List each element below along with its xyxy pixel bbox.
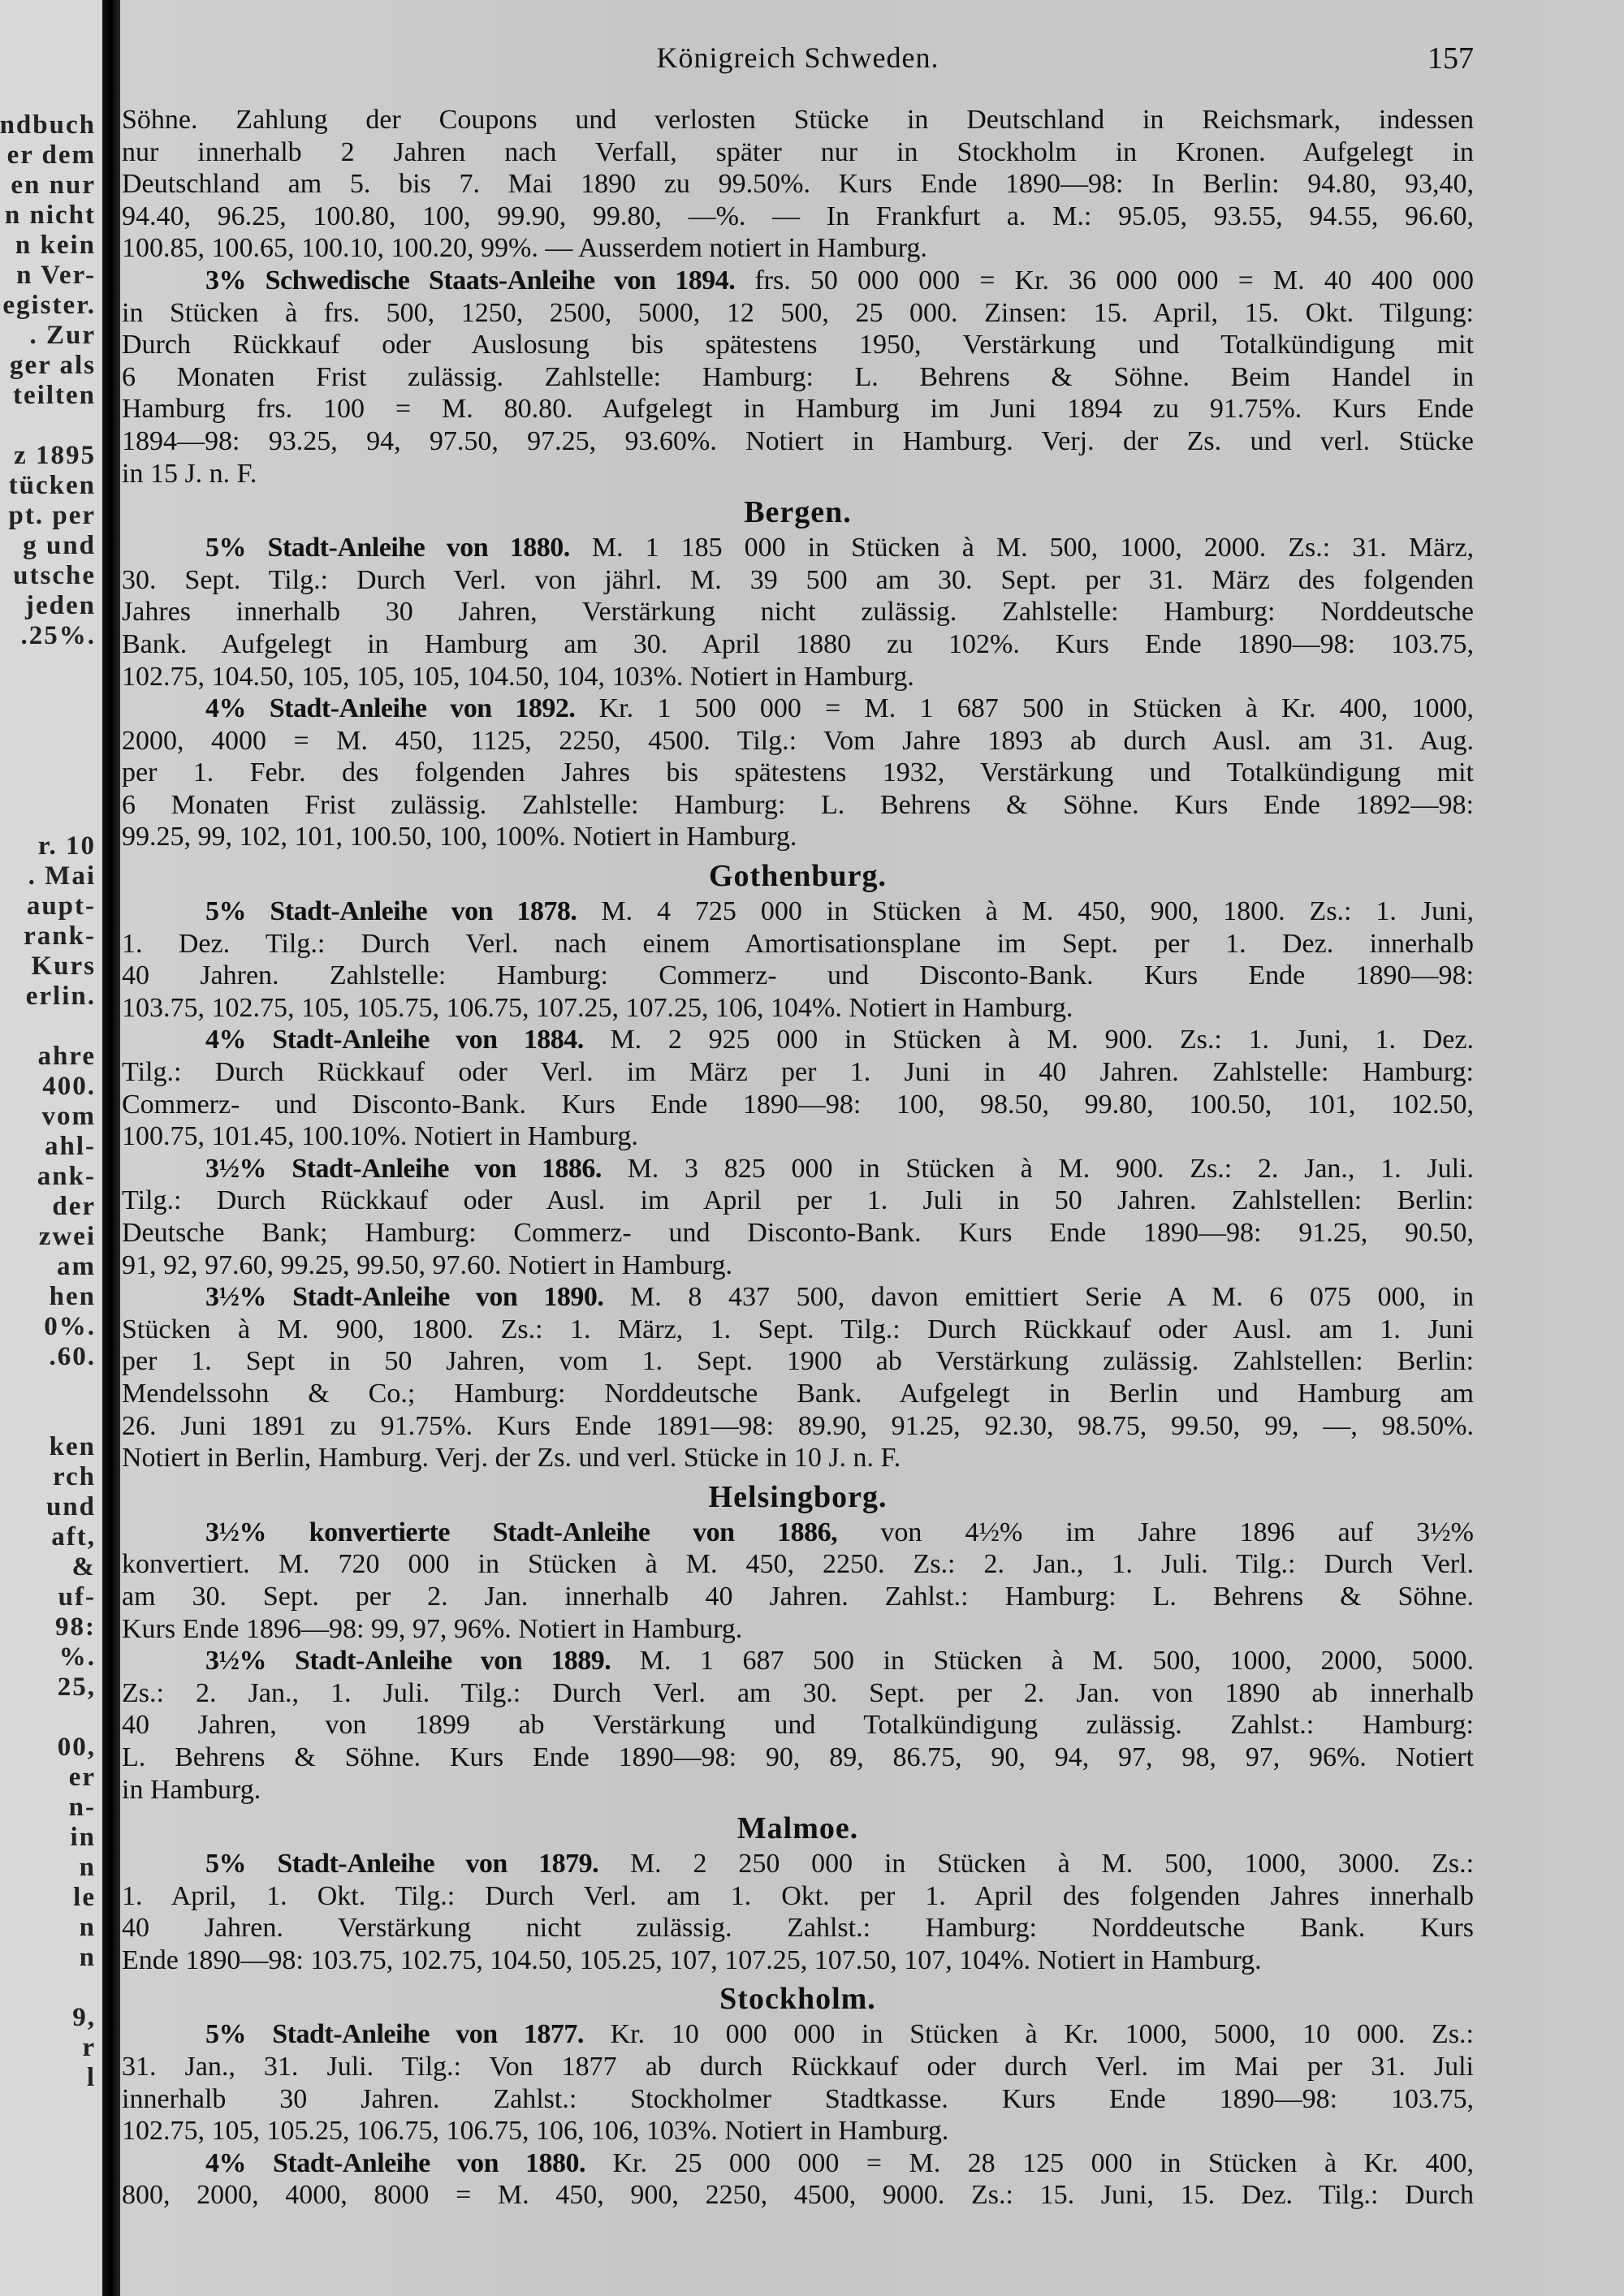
line-text: 102.75, 105, 105.25, 106.75, 106.75, 106, 106, 103%. Notiert in Hamburg. [122,2116,949,2147]
text-line [122,1912,1474,1944]
section [122,1983,1474,2212]
text-line [122,757,1474,789]
text-line [122,1056,1474,1089]
bond-entry [122,532,1474,693]
section [122,1481,1474,1806]
text-line [122,1880,1474,1913]
margin-fragment: .25%. [20,621,96,650]
text-line [122,789,1474,822]
text-line [122,661,1474,693]
line-text: 40 Jahren. Verstärkung nicht zulässig. Zahlst.: Hamburg: Norddeutsche Bank. Kurs [122,1913,1474,1944]
entry-title: 3% Schwedische Staats-Anleihe von 1894. [205,265,736,296]
text-line [122,1548,1474,1581]
text-line [122,168,1474,201]
text-line [122,1645,1474,1677]
margin-fragment: n kein [15,231,96,260]
text-line [122,265,1474,297]
running-title: Königreich Schweden. [656,41,939,74]
line-text: innerhalb 30 Jahren. Zahlst.: Stockholmer Stadtkasse. Kurs Ende 1890—98: 103.75, [122,2083,1474,2114]
text-line [122,1249,1474,1282]
margin-fragment: jeden [25,591,96,620]
text-line [122,992,1474,1025]
margin-fragment: r. 10 [37,831,96,861]
line-text: 100.85, 100.65, 100.10, 100.20, 99%. — Ausserdem notiert in Hamburg. [122,233,927,264]
line-text: in 15 J. n. F. [122,458,257,489]
margin-fragment: . Mai [28,861,96,891]
text-line [122,896,1474,928]
line-text: frs. 50 000 000 = Kr. 36 000 000 = M. 40 400 000 [754,265,1474,296]
text-line [122,1410,1474,1443]
bond-entry [122,896,1474,1024]
line-text: Tilg.: Durch Rückkauf oder Ausl. im April per 1. Juli in 50 Jahren. Zahlstellen: Berlin: [122,1185,1474,1216]
text-line [122,2083,1474,2116]
line-text: Kr. 1 500 000 = M. 1 687 500 in Stücken à Kr. 400, 1000, [598,693,1474,724]
entry-title: 4% Stadt-Anleihe von 1880. [205,2147,586,2178]
section-heading: Helsingborg. [708,1479,888,1514]
line-text: M. 1 185 000 in Stücken à M. 500, 1000, 2000. Zs.: 31. März, [591,533,1474,563]
margin-fragment: in [70,1823,96,1852]
section-heading: Malmoe. [736,1811,859,1846]
line-text: 31. Jan., 31. Juli. Tilg.: Von 1877 ab durch Rückkauf oder durch Verl. im Mai per 31. Juli [122,2052,1474,2082]
entry-title: 5% Stadt-Anleihe von 1877. [205,2019,584,2050]
margin-fragment: aft, [51,1522,96,1552]
line-text: 102.75, 104.50, 105, 105, 105, 104.50, 104, 103%. Notiert in Hamburg. [122,661,914,692]
margin-fragment: pt. per [8,501,96,530]
margin-fragment: am [57,1252,96,1281]
text-line [122,232,1474,265]
line-text: 103.75, 102.75, 105, 105.75, 106.75, 107.25, 107.25, 106, 104%. Notiert in Hamburg. [122,992,1073,1023]
text-line [122,393,1474,425]
line-text: Durch Rückkauf oder Auslosung bis spätestens 1950, Verstärkung und Totalkündigung mit [122,330,1474,360]
margin-fragment: zwei [38,1222,96,1251]
bond-entry [122,1645,1474,1806]
text-line [122,2051,1474,2083]
margin-fragment: n nicht [4,201,96,230]
line-text: Bank. Aufgelegt in Hamburg am 30. April 1880 zu 102%. Kurs Ende 1890—98: 103.75, [122,628,1474,659]
line-text: in Hamburg. [122,1774,261,1805]
text-line [122,1345,1474,1378]
line-text: M. 2 925 000 in Stücken à M. 900. Zs.: 1. Juni, 1. Dez. [610,1025,1474,1055]
margin-fragment: er [68,1763,96,1792]
line-text: M. 4 725 000 in Stücken à M. 450, 900, 1800. Zs.: 1. Juni, [601,896,1474,927]
entry-title: 5% Stadt-Anleihe von 1879. [205,1849,599,1880]
line-text: 6 Monaten Frist zulässig. Zahlstelle: Hamburg: L. Behrens & Söhne. Beim Handel in [122,361,1474,392]
margin-fragment: n [79,1913,96,1942]
text-line [122,1709,1474,1741]
margin-fragment: aupt- [26,891,96,921]
text-line [122,1378,1474,1410]
line-text: Kr. 25 000 000 = M. 28 125 000 in Stücken à Kr. 400, [612,2147,1474,2178]
margin-fragment: egister. [2,291,96,320]
margin-fragment: und [45,1492,96,1521]
line-text: 2000, 4000 = M. 450, 1125, 2250, 4500. Tilg.: Vom Jahre 1893 ab durch Ausl. am 31. Aug. [122,725,1474,756]
margin-fragment: . Zur [29,321,96,350]
text-line [122,1217,1474,1249]
text-line [122,693,1474,725]
line-text: per 1. Febr. des folgenden Jahres bis spätestens 1932, Verstärkung und Totalkündigung mit [122,757,1474,788]
line-text: M. 3 825 000 in Stücken à M. 900. Zs.: 2. Jan., 1. Juli. [627,1153,1474,1184]
line-text: Deutsche Bank; Hamburg: Commerz- und Disconto-Bank. Kurs Ende 1890—98: 91.25, 90.50, [122,1218,1474,1248]
margin-fragment: teilten [13,381,96,410]
adjacent-page-margin [0,0,102,2296]
entry-title: 5% Stadt-Anleihe von 1880. [205,533,570,563]
text-line [122,361,1474,394]
text-line [122,2018,1474,2051]
margin-fragment: 0%. [44,1312,96,1341]
text-line [122,532,1474,564]
margin-fragment: %. [58,1642,96,1672]
line-text: Hamburg frs. 100 = M. 80.80. Aufgelegt in Hamburg im Juni 1894 zu 91.75%. Kurs Ende [122,394,1474,425]
section-heading: Gothenburg. [709,859,887,894]
margin-fragment: .60. [49,1342,96,1371]
text-line [122,1848,1474,1880]
text-line [122,1944,1474,1977]
text-line [122,104,1474,136]
line-text: Zs.: 2. Jan., 1. Juli. Tilg.: Durch Verl. am 30. Sept. per 2. Jan. von 1890 ab innerhalb [122,1677,1474,1708]
margin-fragment: hen [49,1282,96,1311]
entry-title: 3½% Stadt-Anleihe von 1890. [205,1282,604,1313]
line-text: 99.25, 99, 102, 101, 100.50, 100, 100%. Notiert in Hamburg. [122,822,797,852]
bond-entry [122,693,1474,853]
line-text: 1894—98: 93.25, 94, 97.50, 97.25, 93.60%. Notiert in Hamburg. Verj. der Zs. und verl. Stücke [122,425,1474,456]
bond-entry [122,1848,1474,1976]
margin-fragment: rank- [24,921,96,951]
line-text: L. Behrens & Söhne. Kurs Ende 1890—98: 90, 89, 86.75, 90, 94, 97, 98, 97, 96%. Notiert [122,1741,1474,1772]
section [122,104,1474,490]
line-text: von 4½% im Jahre 1896 auf 3½% [880,1517,1474,1547]
text-line [122,297,1474,330]
line-text: 1. April, 1. Okt. Tilg.: Durch Verl. am 1. Okt. per 1. April des folgenden Jahres innerhalb [122,1880,1474,1911]
margin-fragment: le [73,1883,96,1912]
line-text: nur innerhalb 2 Jahren nach Verfall, später nur in Stockholm in Kronen. Aufgelegt in [122,136,1474,167]
text-line [122,960,1474,992]
bond-entry [122,104,1474,265]
line-text: 94.40, 96.25, 100.80, 100, 99.90, 99.80, —%. — In Frankfurt a. M.: 95.05, 93.55, 94.55, 96.60, [122,201,1474,231]
margin-fragment: n- [68,1793,96,1822]
text-line [122,928,1474,960]
bond-entry [122,1153,1474,1281]
margin-fragment: 00, [57,1733,96,1762]
book-gutter [102,0,120,2296]
bond-entry [122,2018,1474,2147]
margin-fragment: uf- [58,1582,96,1612]
text-line [122,1442,1474,1474]
text-line [122,1120,1474,1153]
margin-fragment: utsche [13,561,96,590]
line-text: M. 1 687 500 in Stücken à M. 500, 1000, 2000, 5000. [639,1646,1474,1677]
line-text: 26. Juni 1891 zu 91.75%. Kurs Ende 1891—98: 89.90, 91.25, 92.30, 98.75, 99.50, 99, —, 98.50%. [122,1410,1474,1441]
line-text: 6 Monaten Frist zulässig. Zahlstelle: Hamburg: L. Behrens & Söhne. Kurs Ende 1892—98: [122,789,1474,820]
entry-title: 5% Stadt-Anleihe von 1878. [205,896,577,927]
entry-title: 3½% Stadt-Anleihe von 1886. [205,1153,602,1184]
line-text: Jahres innerhalb 30 Jahren, Verstärkung nicht zulässig. Zahlstelle: Hamburg: Norddeutsche [122,597,1474,628]
line-text: Mendelssohn & Co.; Hamburg: Norddeutsche Bank. Aufgelegt in Berlin und Hamburg am [122,1378,1474,1409]
bond-entry [122,1517,1474,1645]
text-line [122,136,1474,169]
text-line [122,1517,1474,1549]
line-text: M. 8 437 500, davon emittiert Serie A M. 6 075 000, in [630,1282,1474,1313]
margin-fragment: z 1895 [14,441,96,470]
line-text: Ende 1890—98: 103.75, 102.75, 104.50, 105.25, 107, 107.25, 107.50, 107, 104%. Notiert in Hamburg. [122,1944,1262,1975]
line-text: Notiert in Berlin, Hamburg. Verj. der Zs. und verl. Stücke in 10 J. n. F. [122,1443,901,1474]
line-text: 91, 92, 97.60, 99.25, 99.50, 97.60. Notiert in Hamburg. [122,1249,733,1280]
line-text: 1. Dez. Tilg.: Durch Verl. nach einem Amortisationsplane im Sept. per 1. Dez. innerhalb [122,928,1474,959]
margin-fragment: n Ver- [16,261,96,290]
text-line [122,1281,1474,1314]
text-line [122,2115,1474,2147]
text-line [122,596,1474,628]
margin-fragment: erlin. [25,982,96,1011]
text-line [122,1581,1474,1613]
section [122,1812,1474,1976]
margin-fragment: r [82,2033,96,2062]
text-line [122,1089,1474,1121]
margin-fragment: ahl- [44,1132,96,1161]
margin-fragment: g und [23,531,96,560]
text-line [122,1185,1474,1217]
section-heading: Bergen. [744,495,852,530]
margin-fragment: ger als [10,351,96,380]
text-line [122,1774,1474,1806]
bond-entry [122,1024,1474,1152]
section [122,496,1474,853]
margin-fragment: ank- [37,1162,96,1191]
line-text: Stücken à M. 900, 1800. Zs.: 1. März, 1. Sept. Tilg.: Durch Rückkauf oder Ausl. am 1. Juni [122,1314,1474,1344]
margin-fragment: & [71,1552,96,1582]
margin-fragment: tücken [8,471,96,500]
entry-title: 3½% konvertierte Stadt-Anleihe von 1886, [205,1517,838,1547]
entry-title: 3½% Stadt-Anleihe von 1889. [205,1646,611,1677]
bond-entry [122,2147,1474,2212]
text-line [122,1741,1474,1774]
entry-title: 4% Stadt-Anleihe von 1892. [205,693,576,724]
line-text: konvertiert. M. 720 000 in Stücken à M. 450, 2250. Zs.: 2. Jan., 1. Juli. Tilg.: Durch Verl. [122,1549,1474,1580]
line-text: Kr. 10 000 000 in Stücken à Kr. 1000, 5000, 10 000. Zs.: [610,2019,1474,2050]
margin-fragment: 25, [57,1672,96,1702]
margin-fragment: ahre [37,1042,96,1071]
text-line [122,458,1474,490]
page-body [122,104,1474,2212]
margin-fragment: er dem [6,140,96,170]
margin-fragment: ken [49,1432,96,1461]
margin-fragment: vom [41,1102,96,1131]
text-line [122,329,1474,361]
line-text: 30. Sept. Tilg.: Durch Verl. von jährl. M. 39 500 am 30. Sept. per 31. März des folgenden [122,564,1474,595]
line-text: 40 Jahren. Zahlstelle: Hamburg: Commerz- und Disconto-Bank. Kurs Ende 1890—98: [122,960,1474,991]
margin-fragment: n [79,1943,96,1972]
text-line [122,564,1474,597]
margin-fragment: 400. [42,1072,96,1101]
line-text: Kurs Ende 1896—98: 99, 97, 96%. Notiert in Hamburg. [122,1613,743,1644]
page-number: 157 [1427,41,1474,76]
entry-title: 4% Stadt-Anleihe von 1884. [205,1025,584,1055]
margin-fragment: 98: [55,1612,96,1642]
text-line [122,1314,1474,1346]
margin-fragment: 9, [72,2003,96,2032]
text-line [122,2147,1474,2180]
line-text: Tilg.: Durch Rückkauf oder Verl. im März per 1. Juni in 40 Jahren. Zahlstelle: Hamburg: [122,1057,1474,1088]
bond-entry [122,265,1474,490]
section-heading: Stockholm. [719,1982,876,2017]
text-line [122,1153,1474,1185]
line-text: Commerz- und Disconto-Bank. Kurs Ende 1890—98: 100, 98.50, 99.80, 100.50, 101, 102.50, [122,1089,1474,1120]
text-line [122,628,1474,661]
line-text: in Stücken à frs. 500, 1250, 2500, 5000, 12 500, 25 000. Zinsen: 15. April, 15. Okt. Tilgung: [122,297,1474,328]
margin-fragment: der [52,1192,96,1221]
page-header [122,41,1474,81]
text-line [122,201,1474,233]
margin-fragment: rch [52,1462,96,1491]
text-line [122,2179,1474,2212]
text-line [122,1024,1474,1056]
bond-entry [122,1281,1474,1474]
margin-fragment: ndbuch [0,110,96,140]
text-line [122,1613,1474,1646]
line-text: Söhne. Zahlung der Coupons und verlosten Stücke in Deutschland in Reichsmark, indessen [122,105,1474,135]
text-line [122,425,1474,458]
line-text: M. 2 250 000 in Stücken à M. 500, 1000, 3000. Zs.: [629,1849,1474,1880]
line-text: am 30. Sept. per 2. Jan. innerhalb 40 Jahren. Zahlst.: Hamburg: L. Behrens & Söhne. [122,1581,1474,1612]
line-text: Deutschland am 5. bis 7. Mai 1890 zu 99.50%. Kurs Ende 1890—98: In Berlin: 94.80, 93,40, [122,169,1474,200]
line-text: 40 Jahren, von 1899 ab Verstärkung und Totalkündigung zulässig. Zahlst.: Hamburg: [122,1710,1474,1741]
line-text: 800, 2000, 4000, 8000 = M. 450, 900, 2250, 4500, 9000. Zs.: 15. Juni, 15. Dez. Tilg.: Durch [122,2180,1474,2211]
line-text: per 1. Sept in 50 Jahren, vom 1. Sept. 1900 ab Verstärkung zulässig. Zahlstellen: Berlin: [122,1346,1474,1377]
text-line [122,1677,1474,1710]
text-line [122,821,1474,853]
margin-fragment: n [79,1853,96,1882]
line-text: 100.75, 101.45, 100.10%. Notiert in Hamburg. [122,1121,638,1152]
margin-fragment: en nur [11,170,96,200]
margin-fragment: l [86,2063,96,2092]
text-line [122,725,1474,757]
section [122,860,1474,1474]
margin-fragment: Kurs [31,952,96,981]
